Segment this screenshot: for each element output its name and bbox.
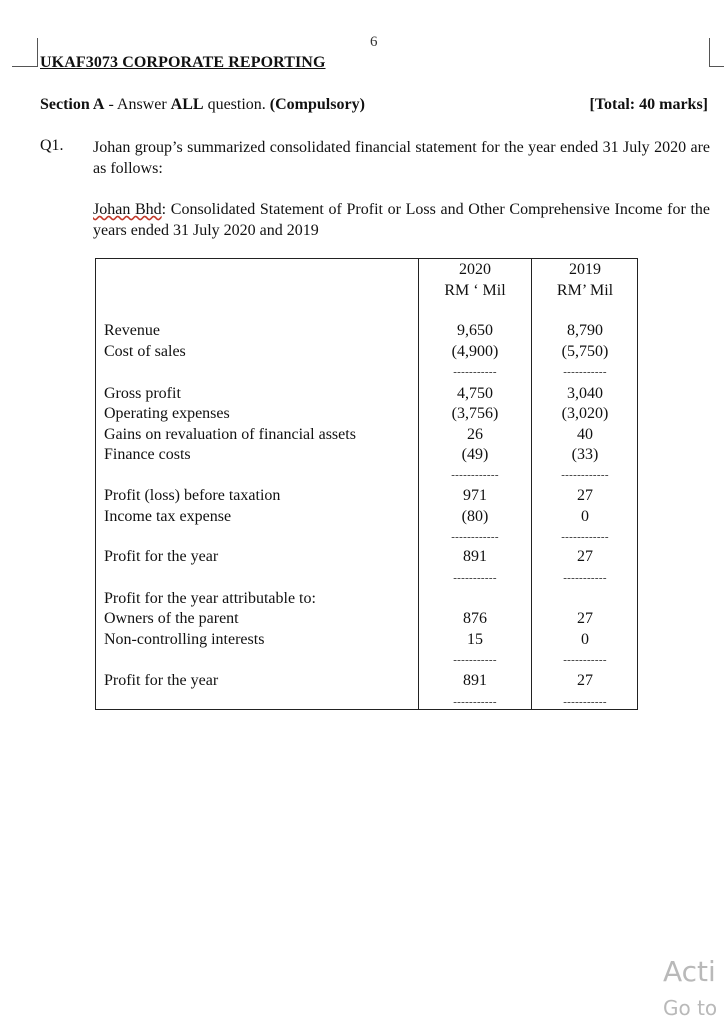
row-label-operating-expenses: Operating expenses — [104, 405, 230, 422]
section-label: Section A — [40, 96, 105, 113]
total-rule: ----------- — [563, 696, 607, 708]
header-unit-2019: RM’ Mil — [556, 282, 614, 299]
section-instruction — [40, 96, 365, 114]
value-2020-owners-of-parent: 876 — [463, 610, 487, 627]
value-2019-finance-costs: (33) — [571, 446, 599, 463]
activation-watermark-subtext: Go to — [663, 996, 718, 1020]
value-2020-cost-of-sales: (4,900) — [451, 343, 499, 360]
row-label-finance-costs: Finance costs — [104, 446, 191, 463]
crop-mark — [709, 66, 724, 67]
value-2019-profit-for-year: 27 — [577, 548, 593, 565]
row-label-gross-profit: Gross profit — [104, 385, 181, 402]
subtotal-rule: ------------ — [451, 531, 499, 543]
value-2019-cost-of-sales: (5,750) — [561, 343, 609, 360]
subtotal-rule: ----------- — [563, 572, 607, 584]
statement-company: Johan Bhd — [93, 201, 162, 218]
crop-mark — [37, 38, 38, 66]
value-2020-profit-before-tax: 971 — [463, 487, 487, 504]
header-unit-2020: RM ‘ Mil — [444, 282, 506, 299]
value-2019-revenue: 8,790 — [567, 322, 603, 339]
value-2020-non-controlling: 15 — [467, 631, 483, 648]
section-compulsory: (Compulsory) — [269, 96, 365, 113]
subtotal-rule: ------------ — [561, 469, 609, 481]
value-2020-finance-costs: (49) — [461, 446, 489, 463]
question-text: Johan group’s summarized consolidated financial statement for the year ended 31 July 2020 are as follows: — [93, 139, 710, 177]
row-label-profit-before-tax: Profit (loss) before taxation — [104, 487, 281, 504]
value-2020-gross-profit: 4,750 — [457, 385, 493, 402]
value-2019-owners-of-parent: 27 — [577, 610, 593, 627]
value-2019-profit-for-year-total: 27 — [577, 672, 593, 689]
section-all: ALL — [170, 96, 204, 113]
subtotal-rule: ------------ — [451, 469, 499, 481]
value-2020-profit-for-year: 891 — [463, 548, 487, 565]
header-year-2020: 2020 — [459, 261, 491, 278]
section-instruction-text: - Answer — [104, 96, 171, 113]
row-label-revenue: Revenue — [104, 322, 160, 339]
row-label-income-tax: Income tax expense — [104, 508, 232, 525]
subtotal-rule: ----------- — [453, 654, 497, 666]
total-marks: [Total: 40 marks] — [589, 96, 708, 113]
row-label-cost-of-sales: Cost of sales — [104, 343, 186, 360]
subtotal-rule: ------------ — [561, 531, 609, 543]
subtotal-rule: ----------- — [453, 366, 497, 378]
subtotal-rule: ----------- — [453, 572, 497, 584]
value-2020-profit-for-year-total: 891 — [463, 672, 487, 689]
value-2020-revenue: 9,650 — [457, 322, 493, 339]
activation-watermark: Acti — [663, 955, 716, 988]
value-2019-gross-profit: 3,040 — [567, 385, 603, 402]
header-year-2019: 2019 — [569, 261, 601, 278]
value-2019-non-controlling: 0 — [581, 631, 589, 648]
subtotal-rule: ----------- — [563, 654, 607, 666]
value-2019-income-tax: 0 — [581, 508, 589, 525]
value-2019-revaluation-gains: 40 — [577, 426, 593, 443]
row-label-non-controlling: Non-controlling interests — [104, 631, 265, 648]
row-label-owners-of-parent: Owners of the parent — [104, 610, 239, 627]
section-heading — [40, 96, 708, 114]
row-label-profit-for-year-total: Profit for the year — [104, 672, 219, 689]
row-label-profit-for-year: Profit for the year — [104, 548, 219, 565]
value-2019-operating-expenses: (3,020) — [561, 405, 609, 422]
value-2020-income-tax: (80) — [461, 508, 489, 525]
question-label: Q1. — [40, 137, 64, 154]
row-label-revaluation-gains: Gains on revaluation of financial assets — [104, 426, 356, 443]
row-label-attributable: Profit for the year attributable to: — [104, 590, 316, 607]
statement-title-rest: : Consolidated Statement of Profit or Loss and Other Comprehensive Income for the years ended 31 July 2020 and 2019 — [93, 201, 711, 239]
total-rule: ----------- — [453, 696, 497, 708]
value-2020-operating-expenses: (3,756) — [451, 405, 499, 422]
page-number: 6 — [370, 34, 378, 50]
subtotal-rule: ----------- — [563, 366, 607, 378]
value-2020-revaluation-gains: 26 — [467, 426, 483, 443]
course-header: UKAF3073 CORPORATE REPORTING — [40, 54, 326, 71]
section-question-word: question. — [203, 96, 270, 113]
value-2019-profit-before-tax: 27 — [577, 487, 593, 504]
crop-mark — [709, 38, 710, 66]
statement-title — [93, 199, 710, 241]
crop-mark — [12, 66, 38, 67]
